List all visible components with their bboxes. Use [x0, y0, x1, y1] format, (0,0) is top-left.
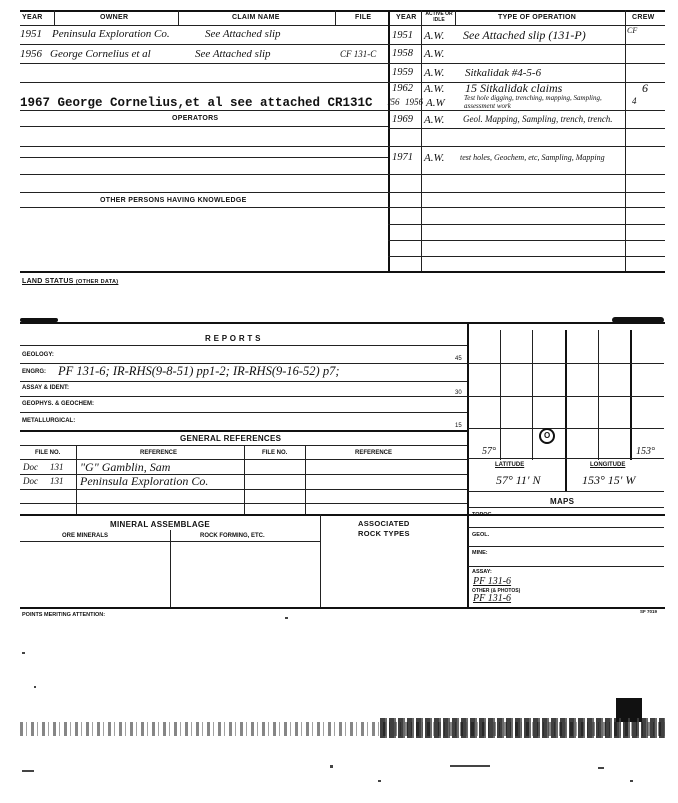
row-line: [388, 44, 665, 45]
op-4-year: 1962: [392, 83, 413, 94]
col-sep: [455, 10, 456, 26]
scale-30: 30: [455, 390, 462, 396]
grid-line: [468, 396, 664, 397]
grid-line: [468, 363, 664, 364]
op-4-status: A.W.: [424, 83, 445, 95]
topog-label: TOPOG.: [472, 512, 494, 518]
speck: [378, 780, 381, 782]
rock-types-label: ROCK TYPES: [358, 529, 410, 538]
op-7-type: test holes, Geochem, etc, Sampling, Mapping: [460, 153, 605, 162]
op-1-type: See Attached slip (131-P): [463, 28, 586, 42]
header-bottom-line: [20, 25, 665, 26]
row-line: [388, 256, 665, 257]
row-line: [20, 412, 468, 413]
op-3-status: A.W.: [424, 67, 445, 79]
row-line: [20, 207, 388, 208]
op-5-annot: /56: [388, 97, 400, 107]
header-year: YEAR: [22, 14, 43, 21]
main-divider: [388, 10, 390, 272]
header-claim-name: CLAIM NAME: [232, 14, 280, 21]
op-7-year: 1971: [392, 152, 413, 163]
row-line: [388, 224, 665, 225]
op-5-type: Test hole digging, trenching, mapping, Sampling, assessment work: [464, 94, 602, 110]
row-line: [20, 396, 468, 397]
op-5-crew: 4: [632, 96, 637, 106]
ore-minerals-label: ORE MINERALS: [62, 533, 109, 539]
row-line: [468, 566, 664, 567]
gr-row-1-file: 131: [50, 462, 64, 472]
op-6-status: A.W.: [424, 114, 445, 126]
geophys-label: GEOPHYS. & GEOCHEM:: [22, 401, 95, 407]
gr-row-2-ref: Peninsula Exploration Co.: [80, 474, 209, 488]
col-sep: [421, 10, 422, 272]
gr-col-reference: REFERENCE: [140, 450, 178, 456]
reports-title: R E P O R T S: [205, 334, 261, 343]
mine-label: MINE:: [472, 550, 488, 556]
row-line: [388, 207, 665, 208]
speck: [34, 686, 36, 688]
row-line: [468, 527, 664, 528]
speck: [630, 780, 633, 782]
row-line: [20, 157, 388, 158]
latitude-value: 57° 11' N: [496, 473, 541, 487]
scale-15: 15: [455, 423, 462, 429]
section-line: [20, 322, 665, 324]
rock-forming-label: ROCK FORMING, ETC.: [200, 533, 265, 539]
speck: [598, 767, 604, 769]
operators-label: OPERATORS: [172, 115, 219, 122]
gr-col-reference-2: REFERENCE: [355, 450, 393, 456]
row-line: [20, 146, 388, 147]
grid-line: [468, 428, 664, 429]
lat-left: 57°: [482, 446, 496, 457]
row-line: [388, 63, 665, 64]
section-line: [20, 607, 665, 609]
col-sep: [54, 10, 55, 26]
header-owner: OWNER: [100, 14, 129, 21]
col-sep: [244, 445, 245, 515]
maps-title: MAPS: [550, 497, 575, 506]
row-line: [468, 546, 664, 547]
op-5-year: 1956: [405, 97, 423, 107]
row-line: [388, 146, 665, 147]
section-line: [20, 514, 665, 516]
engrg-value: PF 131-6; IR-RHS(9-8-51) pp1-2; IR-RHS(9-16-52) p7;: [58, 364, 340, 378]
engrg-label: ENGRG:: [22, 369, 46, 375]
op-4-crew: 6: [642, 81, 648, 95]
grid-line: [565, 330, 567, 492]
grid-line: [598, 330, 599, 460]
col-sep: [320, 514, 321, 608]
row-line: [20, 82, 388, 83]
row-line: [388, 110, 665, 111]
op-2-year: 1958: [392, 48, 413, 59]
gr-col-file-no: FILE NO.: [35, 450, 61, 456]
land-status-sub: (OTHER DATA): [75, 279, 119, 285]
gr-row-2-file: 131: [50, 476, 64, 486]
top-border: [20, 10, 665, 12]
grid-line: [468, 458, 664, 459]
section-line: [20, 271, 665, 273]
longitude-value: 153° 15' W: [582, 473, 636, 487]
form-number: SF 7019: [640, 609, 658, 614]
row-line: [388, 240, 665, 241]
row-line: [388, 128, 665, 129]
row-line: [468, 507, 664, 508]
grid-line: [532, 330, 533, 460]
row-line: [20, 63, 388, 64]
gr-row-1-ref: "G" Gamblin, Sam: [80, 460, 171, 474]
owner-row-2-year: 1956: [20, 48, 42, 60]
scale-45: 45: [455, 356, 462, 362]
op-7-status: A.W.: [424, 152, 445, 164]
header-year-2: YEAR: [396, 14, 417, 21]
speck: [450, 765, 490, 767]
geol-label: GEOL.: [472, 532, 490, 538]
row-line: [468, 491, 664, 492]
assay-ident-label: ASSAY & IDENT:: [22, 385, 70, 391]
op-4-type: 15 Sitkalidak claims: [465, 81, 563, 95]
header-crew: CREW: [632, 14, 655, 21]
row-line: [20, 381, 468, 382]
row-line: [20, 44, 388, 45]
op-1-year: 1951: [392, 30, 413, 41]
other-photos-label: OTHER (& PHOTOS): [472, 588, 521, 594]
row-line: [388, 174, 665, 175]
speck: [22, 770, 34, 772]
op-3-type: Sitkalidak #4-5-6: [465, 67, 542, 79]
gr-col-file-no-2: FILE NO.: [262, 450, 288, 456]
grid-line: [630, 330, 632, 460]
col-sep: [76, 445, 77, 515]
row-line: [20, 126, 388, 127]
assay-map-label: ASSAY:: [472, 569, 492, 575]
owner-row-2-file: CF 131-C: [340, 49, 377, 59]
col-sep: [178, 10, 179, 26]
latitude-label: LATITUDE: [495, 462, 525, 468]
row-line: [20, 430, 468, 432]
col-sep: [305, 445, 306, 515]
typed-owner-row: 1967 George Cornelius,et al see attached CR131C: [20, 96, 373, 110]
mineral-assemblage-title: MINERAL ASSEMBLAGE: [110, 520, 211, 529]
gr-row-1-prefix: Doc: [23, 462, 38, 472]
land-status-label: [22, 278, 118, 285]
metallurgical-label: METALLURGICAL:: [22, 418, 76, 424]
other-photos-value: PF 131-6: [473, 593, 512, 604]
row-line: [20, 110, 388, 111]
speck: [285, 617, 288, 619]
row-line: [20, 192, 388, 193]
owner-row-2-owner: George Cornelius et al: [50, 48, 151, 60]
points-meriting-label: POINTS MERITING ATTENTION:: [22, 612, 106, 618]
owner-row-1-year: 1951: [20, 28, 42, 40]
op-3-year: 1959: [392, 67, 413, 78]
op-1-crew: CF: [627, 26, 638, 35]
header-file: FILE: [355, 14, 372, 21]
op-6-year: 1969: [392, 114, 413, 125]
row-line: [388, 192, 665, 193]
other-persons-label: OTHER PERSONS HAVING KNOWLEDGE: [100, 197, 247, 204]
op-2-status: A.W.: [424, 48, 445, 60]
marker-label: O: [544, 431, 551, 440]
op-1-status: A.W.: [424, 30, 445, 42]
longitude-label: LONGITUDE: [590, 462, 626, 468]
owner-row-1-owner: Peninsula Exploration Co.: [52, 28, 170, 40]
row-line: [20, 345, 468, 346]
gr-row-2-prefix: Doc: [23, 476, 38, 486]
op-6-type: Geol. Mapping, Sampling, trench, trench.: [463, 114, 613, 124]
grid-line: [500, 330, 501, 460]
lon-right: 153°: [636, 446, 655, 457]
speck: [22, 652, 25, 654]
col-sep: [335, 10, 336, 26]
header-active-idle: ACTIVE OR IDLE: [425, 11, 453, 23]
geology-label: GEOLOGY:: [22, 352, 54, 358]
general-references-title: GENERAL REFERENCES: [180, 434, 282, 443]
col-sep: [170, 530, 171, 608]
row-line: [20, 503, 468, 504]
header-type-of-operation: TYPE OF OPERATION: [498, 14, 577, 21]
location-marker: [539, 428, 555, 444]
associated-label: ASSOCIATED: [358, 519, 410, 528]
assay-map-value: PF 131-6: [473, 576, 512, 587]
row-line: [20, 489, 468, 490]
scan-noise-band-dark: [380, 718, 665, 738]
owner-row-1-claim: See Attached slip: [205, 28, 281, 40]
col-sep: [625, 10, 626, 272]
speck: [330, 765, 333, 768]
owner-row-2-claim: See Attached slip: [195, 48, 271, 60]
land-status-text: LAND STATUS: [22, 278, 74, 285]
row-line: [20, 174, 388, 175]
op-5-status: A.W: [426, 97, 445, 109]
